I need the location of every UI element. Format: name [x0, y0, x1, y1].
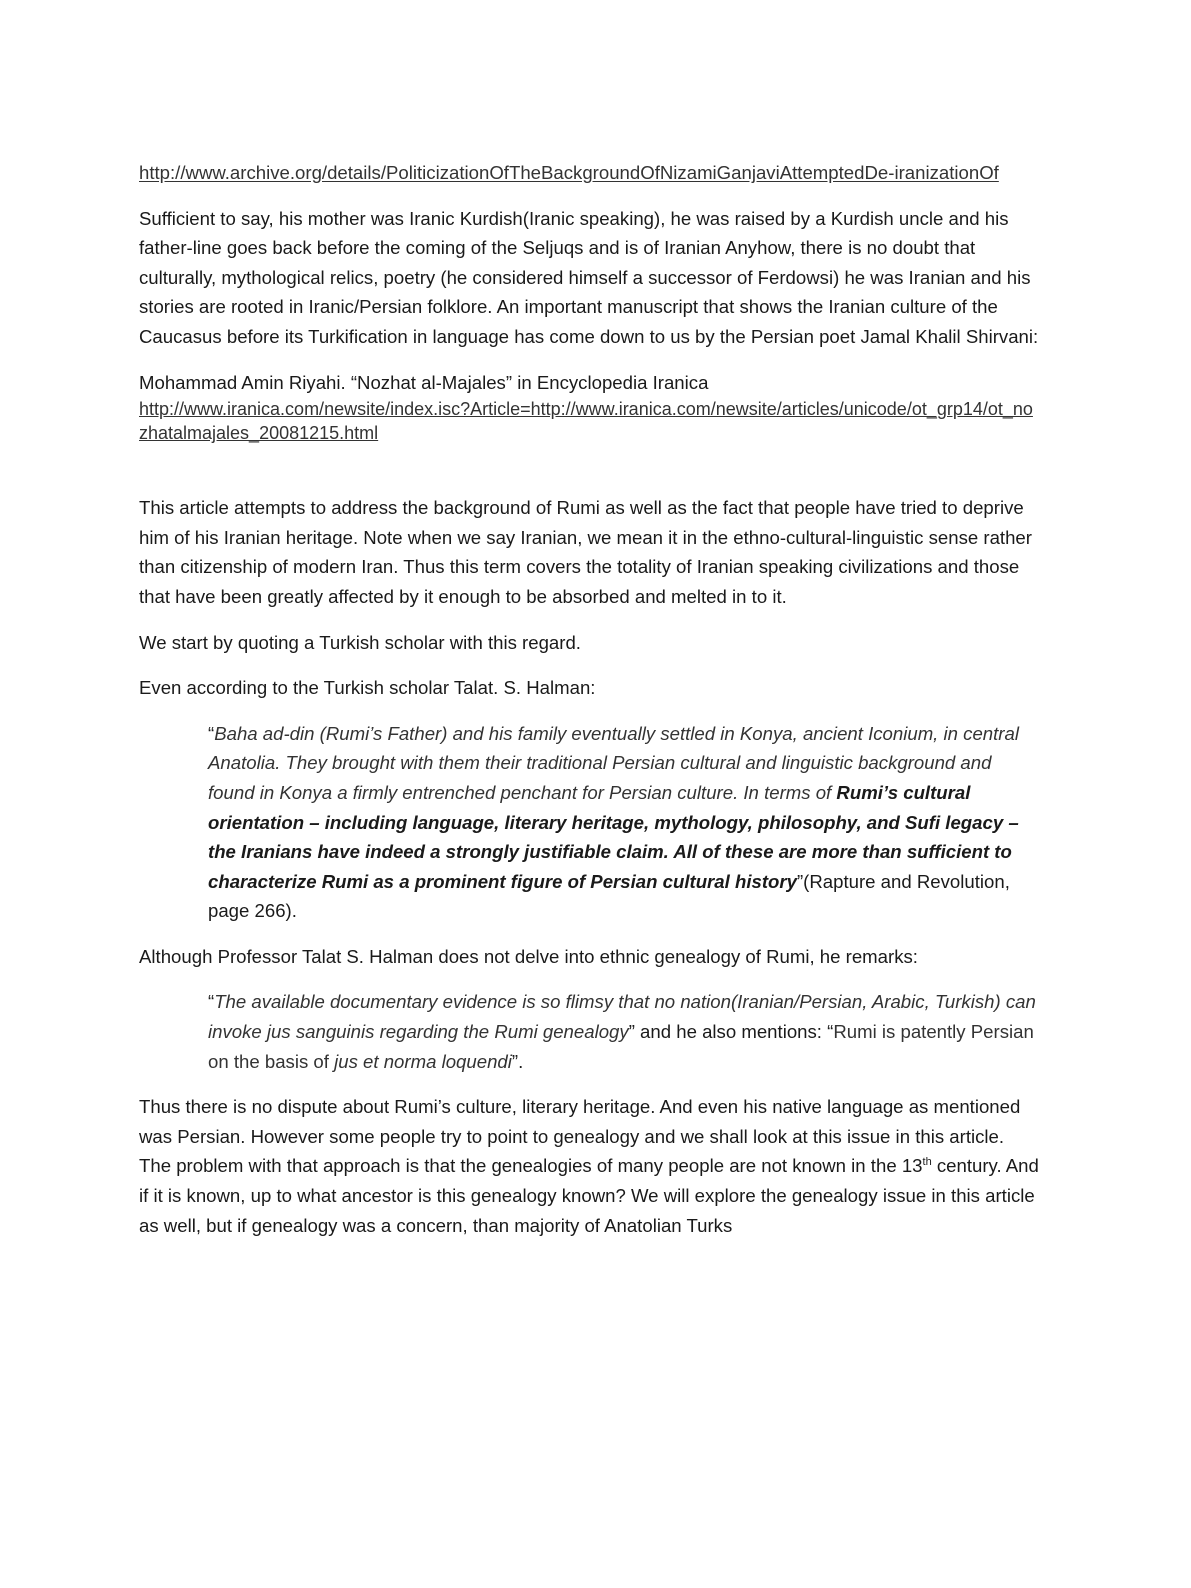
quote2-middle: ” and he also mentions: “ — [628, 1021, 834, 1043]
quote-bold-text: Rumi’s cultural orientation – including language, literary heritage, mythology, philosophy, and Sufi legacy –the Iranians have indeed a strongly justifiable claim. All of these are more than sufficient to characterize Rumi as a prominent figure of Persian cultural history — [208, 781, 1019, 892]
genealogy-text-start: Thus there is no dispute about Rumi’s culture, literary heritage. And even his native language as mentioned was Persian. However some people try to point to genealogy and we shall look at this issue in this article. The problem with that approach is that the genealogies of many people are not known in the 13 — [139, 1096, 1021, 1177]
quote-source: ”(Rapture and Revolution, page 266). — [208, 870, 1010, 922]
quote2-plain: Rumi is patently Persian on the basis of — [208, 1021, 1034, 1072]
paragraph-halman-intro: Even according to the Turkish scholar Talat. S. Halman: — [139, 677, 596, 699]
iranica-link[interactable]: http://www.iranica.com/newsite/index.isc?Article=http://www.iranica.com/newsite/articles/unicode/ot_grp14/ot_nozhatalmajales_20081215.html — [139, 399, 1033, 444]
citation-text: Mohammad Amin Riyahi. “Nozhat al-Majales” in Encyclopedia Iranica — [139, 371, 709, 393]
citation-block — [139, 368, 1039, 446]
quote-italic-text: Baha ad-din (Rumi’s Father) and his family eventually settled in Konya, ancient Iconium, in central Anatolia. They brought with them their traditional Persian cultural and linguistic background and found in Konya a firmly entrenched penchant for Persian culture. In terms of — [208, 722, 1019, 803]
quote2-close: ”. — [511, 1050, 524, 1072]
paragraph-article-intro: This article attempts to address the background of Rumi as well as the fact that people have tried to deprive him of his Iranian heritage. Note when we say Iranian, we mean it in the ethno-cultural-linguistic sense rather than citizenship of modern Iran. Thus this term covers the totality of Iranian speaking civilizations and those that have been greatly affected by it enough to be absorbed and melted in to it. — [139, 497, 1032, 607]
quote2-italic-text: The available documentary evidence is so flimsy that no nation(Iranian/Persian, Arabic, Turkish) can invoke jus sanguinis regarding the Rumi genealogy — [208, 991, 1036, 1043]
genealogy-quote — [208, 987, 1039, 1076]
document-page — [139, 158, 1039, 1240]
century-superscript: th — [922, 1156, 932, 1169]
paragraph-genealogy — [139, 1092, 1039, 1240]
archive-link[interactable]: http://www.archive.org/details/PoliticizationOfTheBackgroundOfNizamiGanjaviAttemptedDe-iranizationOf — [139, 162, 999, 183]
paragraph-halman-remarks: Although Professor Talat S. Halman does not delve into ethnic genealogy of Rumi, he remarks: — [139, 945, 918, 967]
quote-open: “ — [208, 722, 215, 744]
quote2-latin-phrase: jus et norma loquendi — [334, 1050, 512, 1072]
quote2-open: “ — [208, 991, 215, 1013]
paragraph-turkish-scholar: We start by quoting a Turkish scholar with this regard. — [139, 631, 581, 653]
genealogy-text-end: century. And if it is known, up to what ancestor is this genealogy known? We will explore the genealogy issue in this article as well, but if genealogy was a concern, than majority of Anatolian Turks — [139, 1155, 1039, 1236]
paragraph-nizami-background: Sufficient to say, his mother was Iranic Kurdish(Iranic speaking), he was raised by a Kurdish uncle and his father-line goes back before the coming of the Seljuqs and is of Iranian Anyhow, there is no doubt that culturally, mythological relics, poetry (he considered himself a successor of Ferdowsi) he was Iranian and his stories are rooted in Iranic/Persian folklore. An important manuscript that shows the Iranian culture of the Caucasus before its Turkification in language has come down to us by the Persian poet Jamal Khalil Shirvani: — [139, 207, 1039, 347]
halman-quote — [208, 719, 1039, 926]
